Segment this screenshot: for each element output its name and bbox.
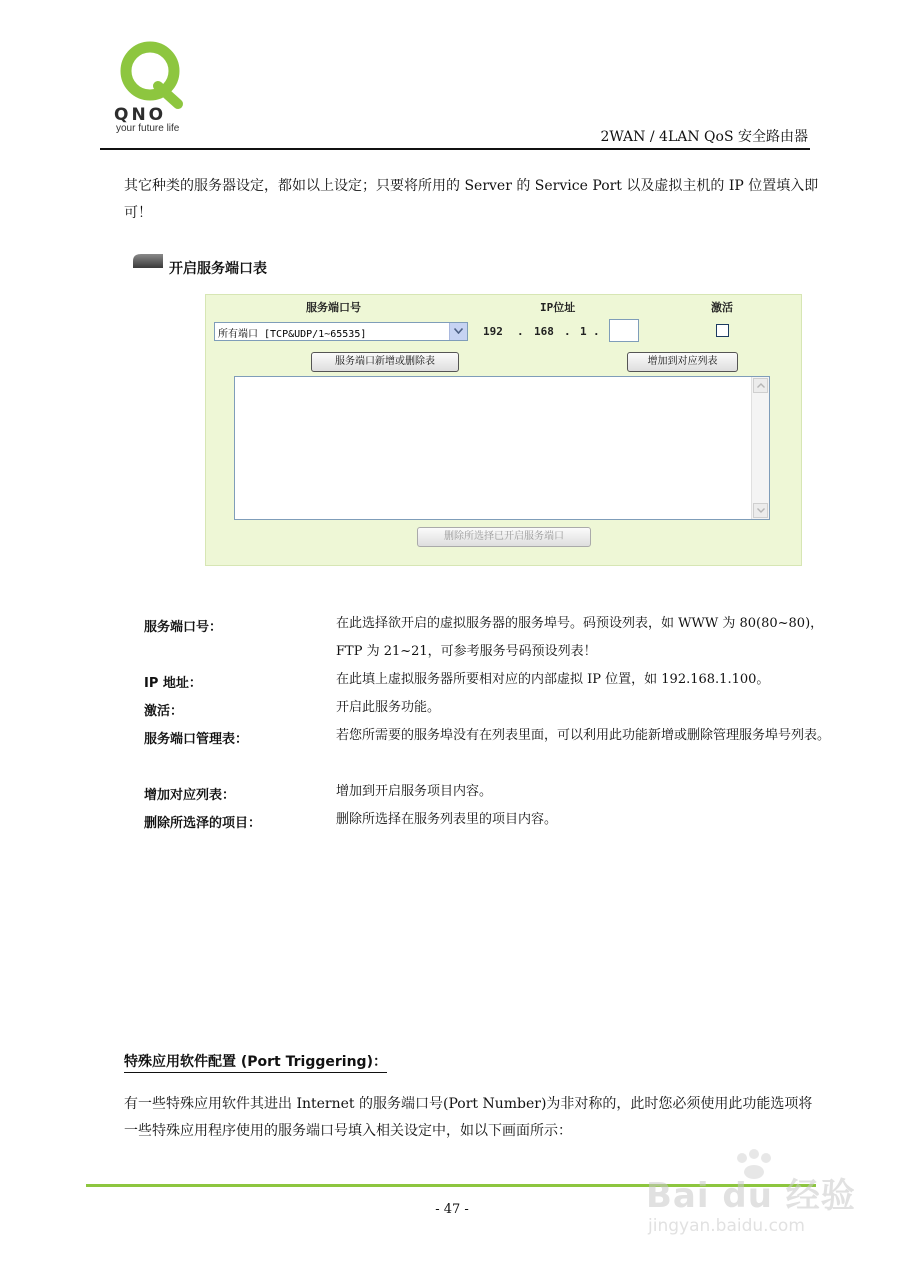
intro-paragraph: 其它种类的服务器设定，都如以上设定；只要将所用的 Server 的 Service Port 以及虚拟主机的 IP 位置填入即可！ — [124, 178, 819, 221]
definition-term: 激活： — [144, 704, 184, 719]
ip-dot: . — [564, 325, 571, 338]
ip-dot: . — [517, 325, 524, 338]
ip-octet-1: 192 — [483, 325, 503, 338]
chevron-down-icon[interactable] — [449, 323, 467, 340]
open-service-port-listbox[interactable] — [234, 376, 770, 520]
definition-term: 服务端口管理表： — [144, 732, 249, 747]
page-number: - 47 - — [435, 1202, 469, 1217]
section-bullet-icon — [131, 252, 165, 269]
definition-desc: 在此选择欲开启的虚拟服务器的服务埠号。码预设列表，如 WWW 为 80(80~80)， FTP 为 21~21，可参考服务号码预设列表！ — [336, 616, 824, 659]
definition-desc: 删除所选择在服务列表里的项目内容。 — [336, 812, 558, 827]
activate-checkbox[interactable] — [716, 324, 729, 337]
delete-selected-button[interactable]: 删除所选择已开启服务端口 — [417, 527, 591, 547]
baidu-watermark — [640, 1148, 870, 1258]
column-header-service-port: 服务端口号 — [306, 301, 361, 314]
column-header-activate: 激活 — [711, 301, 733, 314]
header-divider — [100, 148, 810, 150]
definition-desc: 增加到开启服务项目内容。 — [336, 784, 493, 799]
qno-logo — [112, 40, 202, 136]
open-service-port-panel — [205, 294, 802, 566]
watermark-text: Bai du 经验 — [646, 1176, 856, 1216]
column-header-ip: IP位址 — [540, 301, 576, 314]
watermark-url: jingyan.baidu.com — [648, 1216, 805, 1236]
ip-octet-3: 1 — [580, 325, 587, 338]
port-triggering-paragraph: 有一些特殊应用软件其进出 Internet 的服务端口号(Port Number)为非对称的，此时您必须使用此功能选项将一些特殊应用程序使用的服务端口号填入相关设定中，如以下画面所示： — [124, 1096, 813, 1139]
logo-wordmark: QNO — [114, 105, 167, 124]
definition-desc: 若您所需要的服务埠没有在列表里面，可以利用此功能新增或删除管理服务埠号列表。 — [336, 728, 831, 743]
service-port-select-value: 所有端口 [TCP&UDP/1~65535] — [218, 329, 367, 340]
service-port-manage-button[interactable]: 服务端口新增或删除表 — [311, 352, 459, 372]
definition-desc: 开启此服务功能。 — [336, 700, 441, 715]
ip-last-octet-input[interactable] — [609, 319, 639, 342]
page-header-title: 2WAN / 4LAN QoS 安全路由器 — [600, 129, 808, 145]
definition-desc: 在此填上虚拟服务器所要相对应的内部虚拟 IP 位置，如 192.168.1.100。 — [336, 672, 770, 687]
section-title: 开启服务端口表 — [169, 261, 267, 277]
port-triggering-heading: 特殊应用软件配置 (Port Triggering)： — [124, 1051, 387, 1073]
scroll-up-icon[interactable] — [753, 378, 768, 393]
listbox-scrollbar[interactable] — [751, 377, 769, 519]
scroll-down-icon[interactable] — [753, 503, 768, 518]
add-to-list-button[interactable]: 增加到对应列表 — [627, 352, 738, 372]
ip-dot: . — [593, 325, 600, 338]
definition-term: 删除所选泽的项目： — [144, 816, 262, 831]
definition-term: 增加对应列表： — [144, 788, 236, 803]
service-port-select[interactable] — [214, 322, 468, 341]
ip-octet-2: 168 — [534, 325, 554, 338]
definition-term: IP 地址： — [144, 676, 202, 691]
logo-tagline: your future life — [116, 123, 180, 134]
definition-term: 服务端口号： — [144, 620, 223, 635]
